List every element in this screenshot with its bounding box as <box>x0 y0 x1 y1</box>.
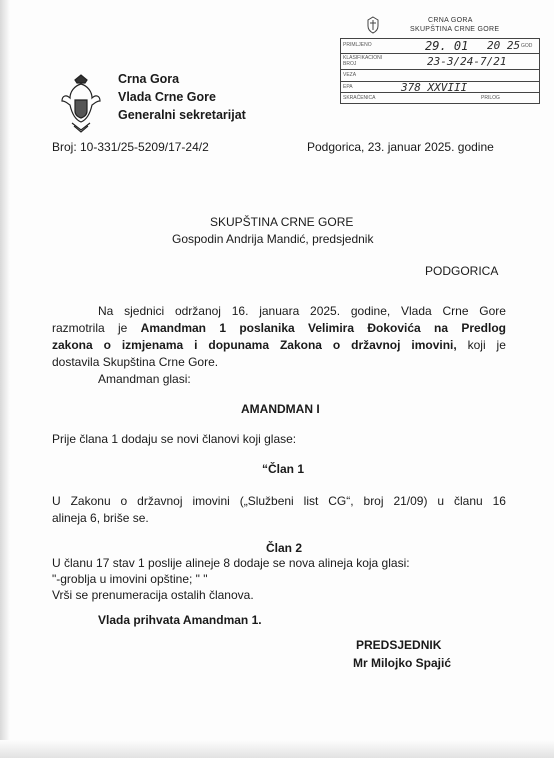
intro-word: 16. <box>231 304 249 318</box>
article-2-title: Član 2 <box>266 541 303 555</box>
stamp-divider <box>341 53 539 54</box>
intro-word: Zakona <box>279 338 322 352</box>
stamp-emblem-icon <box>366 16 380 34</box>
stamp-label-attachment: PRILOG <box>481 95 500 101</box>
article-1-line-2: alineja 6, briše se. <box>52 511 149 525</box>
article-1-word: imovini <box>192 494 230 508</box>
article-1-word: U <box>52 494 61 508</box>
amendment-title: AMANDMAN I <box>241 402 320 416</box>
stamp-label-received: PRIMLJENO <box>343 42 372 48</box>
article-1-word: članu <box>454 494 483 508</box>
intro-word: imovini, <box>411 338 457 352</box>
intro-line-5: Amandman glasi: <box>98 372 191 386</box>
stamp-epa-number: 378 XXVIII <box>401 81 468 94</box>
intro-line-1 <box>98 304 506 318</box>
stamp-received-date: 29. 01 <box>425 39 469 53</box>
intro-word: Predlog <box>461 321 506 335</box>
intro-word: sjednici <box>124 304 165 318</box>
stamp-heading-country: CRNA GORA <box>428 17 473 24</box>
stamp-class-number: 23-3/24-7/21 <box>427 55 507 68</box>
intro-line-2 <box>52 321 506 335</box>
article-1-line-1 <box>52 494 506 508</box>
intro-word: Crne <box>442 304 469 318</box>
intro-line-4: dostavila Skupština Crne Gore. <box>52 355 219 369</box>
issuer-country: Crna Gora <box>118 72 180 86</box>
intro-word: poslanika <box>239 321 295 335</box>
article-1-word: u <box>437 494 445 508</box>
intro-word: 1 <box>219 321 226 335</box>
article-2-line-1: U članu 17 stav 1 poslije alineje 8 dodaje se nova alineja koja glasi: <box>52 556 410 570</box>
issuer-government: Vlada Crne Gore <box>118 90 216 104</box>
recipient-institution: SKUPŠTINA CRNE GORE <box>210 215 354 229</box>
recipient-person: Gospodin Andrija Mandić, predsjednik <box>172 232 374 246</box>
intro-word: na <box>434 321 449 335</box>
intro-word: je <box>118 321 128 335</box>
recipient-city: PODGORICA <box>425 264 499 278</box>
intro-word: i <box>194 338 198 352</box>
intro-word: Na <box>98 304 114 318</box>
stamp-heading-parliament: SKUPŠTINA CRNE GORE <box>410 26 500 33</box>
signatory-name: Mr Milojko Spajić <box>353 656 452 670</box>
intro-line-3 <box>52 338 506 352</box>
stamp-divider <box>341 69 539 70</box>
intro-word: o <box>332 338 341 352</box>
stamp-grid <box>340 38 540 104</box>
article-1-word: državnoj <box>137 494 183 508</box>
stamp-label-year: GOD <box>521 43 533 49</box>
intro-word: Gore <box>479 304 506 318</box>
article-2-line-2: "-groblja u imovini opštine; " " <box>52 572 208 586</box>
intro-word: zakona <box>52 338 93 352</box>
article-1-title: “Član 1 <box>262 462 305 476</box>
intro-word: koji <box>467 338 486 352</box>
issuer-block <box>118 70 246 124</box>
article-1-word: („Službeni <box>239 494 294 508</box>
intro-word: Vlada <box>401 304 432 318</box>
article-1-word: 16 <box>492 494 506 508</box>
amendment-intro: Prije člana 1 dodaju se novi članovi koji glase: <box>52 432 297 446</box>
montenegro-coat-of-arms-icon <box>60 74 102 134</box>
article-1-word: 21/09) <box>393 494 428 508</box>
article-1-word: Zakonu <box>70 494 111 508</box>
page-shadow-bottom <box>0 740 554 758</box>
intro-word: Đokovića <box>367 321 421 335</box>
page-shadow-left <box>0 0 10 758</box>
document-date: Podgorica, 23. januar 2025. godine <box>307 140 494 154</box>
intro-word: godine, <box>350 304 391 318</box>
receipt-stamp <box>340 16 540 102</box>
intro-word: 2025. <box>310 304 341 318</box>
issuer-department: Generalni sekretarijat <box>118 108 246 122</box>
intro-word: Amandman <box>140 321 206 335</box>
intro-word: održanoj <box>174 304 221 318</box>
stamp-label-link: VEZA <box>343 72 357 78</box>
article-1-word: o <box>120 494 128 508</box>
intro-word: Velimira <box>307 321 355 335</box>
stamp-label-class: KLASIFIKACIONI BROJ <box>343 55 383 67</box>
article-1-word: CG“, <box>328 494 354 508</box>
article-1-word: list <box>303 494 319 508</box>
intro-word: je <box>496 338 506 352</box>
article-2-line-3: Vrši se prenumeracija ostalih članova. <box>52 588 254 602</box>
stamp-year: 20 25 <box>487 39 521 52</box>
conclusion: Vlada prihvata Amandman 1. <box>98 613 262 627</box>
article-1-word: broj <box>363 494 384 508</box>
stamp-label-signature: SKRAĆENICA <box>343 95 376 101</box>
intro-word: izmjenama <box>121 338 184 352</box>
stamp-label-epa: EPA <box>343 84 353 90</box>
intro-word: o <box>103 338 111 352</box>
intro-word: razmotrila <box>52 321 105 335</box>
signatory-title: PREDSJEDNIK <box>356 638 442 652</box>
intro-word: državnoj <box>351 338 401 352</box>
reference-number: Broj: 10-331/25-5209/17-24/2 <box>52 140 209 154</box>
intro-word: januara <box>259 304 300 318</box>
intro-word: dopunama <box>208 338 270 352</box>
